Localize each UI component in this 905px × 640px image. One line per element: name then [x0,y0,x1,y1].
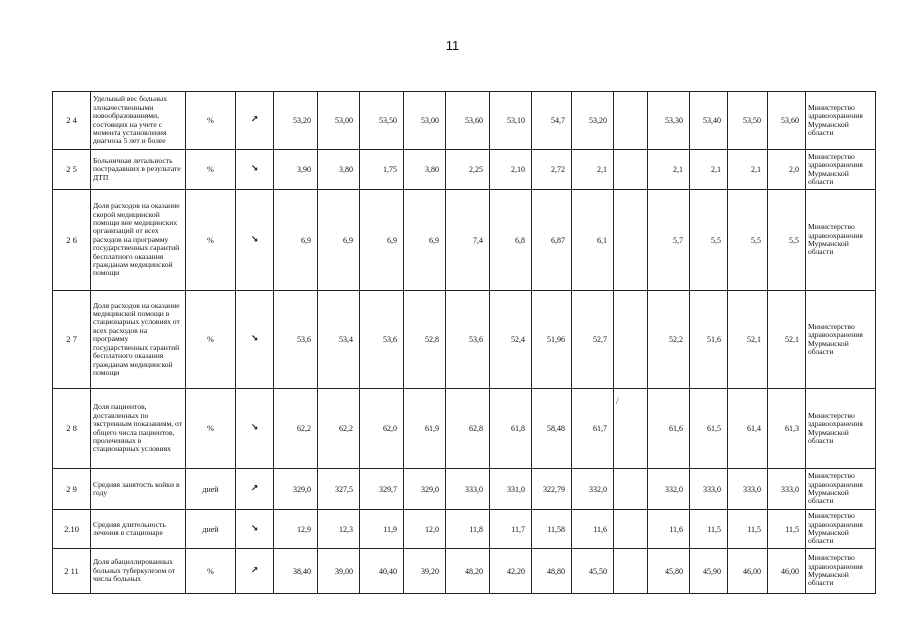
value-cell: 53,00 [404,92,446,150]
value-cell: 3,90 [274,150,318,190]
responsible-org: Министерство здравоохранения Мурманской области [806,389,876,469]
trend-arrow-icon: ↗ [236,469,274,510]
value-cell: 61,4 [728,389,768,469]
value-cell: 52,8 [404,291,446,389]
trend-arrow-icon: ↘ [236,291,274,389]
indicators-table [52,91,876,594]
value-cell: 61,5 [690,389,728,469]
value-cell: 61,7 [572,389,614,469]
value-cell: 53,60 [446,92,490,150]
value-cell: 6,87 [532,190,572,291]
trend-arrow-icon: ↘ [236,389,274,469]
value-cell: 2,10 [490,150,532,190]
unit-cell: % [186,190,236,291]
table-row [53,291,876,389]
empty-value-cell [614,469,648,510]
pen-mark: / [616,396,619,406]
row-index: 2 4 [53,92,91,150]
value-cell: 11,5 [728,510,768,549]
value-cell: 61,9 [404,389,446,469]
value-cell: 6,9 [318,190,360,291]
page-number: 11 [445,38,460,53]
value-cell: 46,00 [728,549,768,594]
value-cell: 5,5 [768,190,806,291]
empty-value-cell [614,510,648,549]
value-cell: 40,40 [360,549,404,594]
value-cell: 62,0 [360,389,404,469]
trend-arrow-icon: ↘ [236,510,274,549]
value-cell: 333,0 [768,469,806,510]
responsible-org: Министерство здравоохранения Мурманской области [806,150,876,190]
value-cell: 329,7 [360,469,404,510]
indicator-name: Доля абациллированных больных туберкулезом от числа больных [91,549,186,594]
value-cell: 52,1 [728,291,768,389]
value-cell: 327,5 [318,469,360,510]
value-cell: 53,50 [360,92,404,150]
value-cell: 5,5 [728,190,768,291]
value-cell: 12,9 [274,510,318,549]
empty-value-cell [614,291,648,389]
indicator-name: Удельный вес больных злокачественными новообразованиями, состоящих на учете с момента установления диагноза 5 лет и более [91,92,186,150]
value-cell: 38,40 [274,549,318,594]
unit-cell: % [186,150,236,190]
value-cell: 11,8 [446,510,490,549]
table-row [53,190,876,291]
value-cell: 45,80 [648,549,690,594]
value-cell: 53,00 [318,92,360,150]
value-cell: 52,2 [648,291,690,389]
value-cell: 333,0 [690,469,728,510]
value-cell: 329,0 [274,469,318,510]
value-cell: 45,50 [572,549,614,594]
responsible-org: Министерство здравоохранения Мурманской области [806,510,876,549]
value-cell: 2,1 [648,150,690,190]
value-cell: 6,8 [490,190,532,291]
value-cell: 51,96 [532,291,572,389]
value-cell: 58,48 [532,389,572,469]
value-cell: 48,80 [532,549,572,594]
trend-arrow-icon: ↗ [236,549,274,594]
value-cell: 53,6 [446,291,490,389]
value-cell: 11,6 [648,510,690,549]
responsible-org: Министерство здравоохранения Мурманской области [806,190,876,291]
unit-cell: % [186,291,236,389]
value-cell: 53,4 [318,291,360,389]
value-cell: 51,6 [690,291,728,389]
table-row [53,389,876,469]
value-cell: 6,9 [274,190,318,291]
value-cell: 6,9 [404,190,446,291]
row-index: 2 7 [53,291,91,389]
responsible-org: Министерство здравоохранения Мурманской области [806,92,876,150]
value-cell: 61,6 [648,389,690,469]
value-cell: 45,90 [690,549,728,594]
empty-value-cell [614,190,648,291]
value-cell: 62,2 [274,389,318,469]
row-index: 2 6 [53,190,91,291]
value-cell: 11,6 [572,510,614,549]
unit-cell: % [186,92,236,150]
table-row [53,510,876,549]
responsible-org: Министерство здравоохранения Мурманской области [806,291,876,389]
value-cell: 322,79 [532,469,572,510]
table-row [53,150,876,190]
value-cell: 52,7 [572,291,614,389]
value-cell: 2,25 [446,150,490,190]
value-cell: 11,7 [490,510,532,549]
row-index: 2 11 [53,549,91,594]
value-cell: 53,20 [572,92,614,150]
unit-cell: % [186,549,236,594]
value-cell: 53,6 [274,291,318,389]
value-cell: 2,1 [690,150,728,190]
value-cell: 39,00 [318,549,360,594]
unit-cell: дней [186,469,236,510]
value-cell: 52,1 [768,291,806,389]
unit-cell: дней [186,510,236,549]
value-cell: 46,00 [768,549,806,594]
trend-arrow-icon: ↘ [236,190,274,291]
value-cell: 53,40 [690,92,728,150]
value-cell: 6,9 [360,190,404,291]
value-cell: 333,0 [728,469,768,510]
value-cell: 1,75 [360,150,404,190]
row-index: 2 8 [53,389,91,469]
row-index: 2 5 [53,150,91,190]
value-cell: 39,20 [404,549,446,594]
value-cell: 48,20 [446,549,490,594]
value-cell: 62,8 [446,389,490,469]
value-cell: 5,7 [648,190,690,291]
value-cell: 331,0 [490,469,532,510]
value-cell: 12,3 [318,510,360,549]
row-index: 2 9 [53,469,91,510]
indicator-name: Доля расходов на оказание медицинской помощи в стационарных условиях от всех расходов на программу государственных гарантий бесплатного оказания гражданам медицинской помощи [91,291,186,389]
value-cell: 3,80 [318,150,360,190]
indicator-name: Доля расходов на оказание скорой медицинской помощи вне медицинских организаций от всех расходов на программу государственных гарантий бесплатного оказания гражданам медицинской помощи [91,190,186,291]
trend-arrow-icon: ↗ [236,92,274,150]
value-cell: 54,7 [532,92,572,150]
value-cell: 7,4 [446,190,490,291]
table-row [53,92,876,150]
value-cell: 53,50 [728,92,768,150]
empty-value-cell [614,92,648,150]
value-cell: 62,2 [318,389,360,469]
value-cell: 53,6 [360,291,404,389]
value-cell: 52,4 [490,291,532,389]
value-cell: 3,80 [404,150,446,190]
table-row [53,469,876,510]
trend-arrow-icon: ↘ [236,150,274,190]
value-cell: 5,5 [690,190,728,291]
value-cell: 329,0 [404,469,446,510]
indicator-name: Средняя длительность лечения в стационаре [91,510,186,549]
responsible-org: Министерство здравоохранения Мурманской области [806,469,876,510]
value-cell: 11,9 [360,510,404,549]
value-cell: 61,3 [768,389,806,469]
empty-value-cell [614,549,648,594]
value-cell: 53,60 [768,92,806,150]
responsible-org: Министерство здравоохранения Мурманской области [806,549,876,594]
value-cell: 53,30 [648,92,690,150]
value-cell: 11,5 [690,510,728,549]
value-cell: 12,0 [404,510,446,549]
unit-cell: % [186,389,236,469]
value-cell: 2,1 [728,150,768,190]
value-cell: 61,8 [490,389,532,469]
value-cell: 11,5 [768,510,806,549]
value-cell: 53,20 [274,92,318,150]
value-cell: 42,20 [490,549,532,594]
value-cell: 2,1 [572,150,614,190]
value-cell: 6,1 [572,190,614,291]
value-cell: 332,0 [572,469,614,510]
indicator-name: Больничная летальность пострадавших в результате ДТП [91,150,186,190]
row-index: 2.10 [53,510,91,549]
value-cell: 11,58 [532,510,572,549]
indicator-name: Доля пациентов, доставленных по экстренным показаниям, от общего числа пациентов, пролеченных в стационарных условиях [91,389,186,469]
table-row [53,549,876,594]
value-cell: 2,72 [532,150,572,190]
indicator-name: Средняя занятость койки в году [91,469,186,510]
value-cell: 333,0 [446,469,490,510]
table-body [53,92,876,594]
value-cell: 2,0 [768,150,806,190]
value-cell: 332,0 [648,469,690,510]
empty-value-cell [614,150,648,190]
value-cell: 53,10 [490,92,532,150]
